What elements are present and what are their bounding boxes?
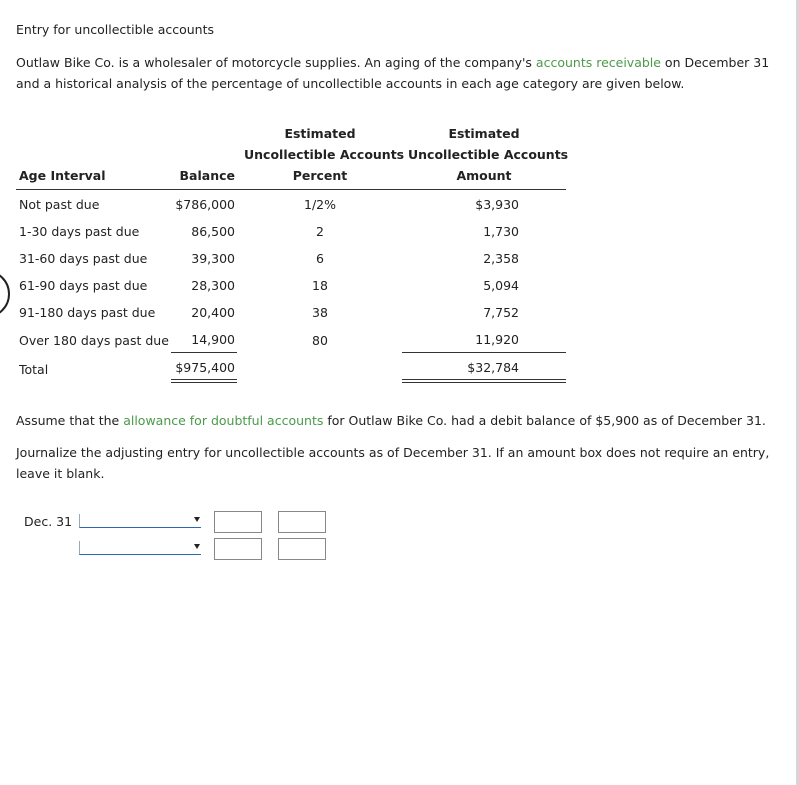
row-amount: 2,358 (483, 251, 519, 266)
amount-total-double-rule (402, 382, 566, 383)
page-edge-arc (0, 270, 10, 318)
row-percent: 6 (316, 251, 324, 266)
row-percent: 2 (316, 224, 324, 239)
intro-text-2: on December 31 and a historical analysis of the percentage of uncollectible accounts in each age category are given below. (16, 55, 770, 91)
header-balance: Balance (179, 168, 235, 183)
header-amount-line1: Estimated (448, 126, 520, 141)
accounts-receivable-link[interactable]: accounts receivable (535, 55, 661, 70)
row-balance: 20,400 (191, 305, 235, 320)
total-label: Total (19, 362, 49, 377)
row-amount: 1,730 (483, 224, 519, 239)
debit-input-row2[interactable] (214, 538, 262, 560)
header-rule (16, 189, 566, 190)
row-balance: 86,500 (191, 224, 235, 239)
row-age: 1-30 days past due (19, 224, 140, 239)
row-percent: 1/2% (304, 197, 336, 212)
row-percent: 18 (312, 278, 328, 293)
row-balance: 28,300 (191, 278, 235, 293)
row-amount: 11,920 (475, 332, 519, 347)
header-amount-line2: Uncollectible Accounts (408, 147, 569, 162)
row-age: 91-180 days past due (19, 305, 156, 320)
header-age-interval: Age Interval (19, 168, 106, 183)
balance-subtotal-rule (171, 352, 237, 353)
balance-total-double-rule (171, 379, 237, 380)
balance-total-double-rule (171, 382, 237, 383)
dropdown-arrow-icon (194, 544, 200, 549)
account-select-row2[interactable] (79, 541, 201, 555)
problem-intro (16, 52, 786, 94)
amount-subtotal-rule (402, 352, 566, 353)
row-balance: 39,300 (191, 251, 235, 266)
header-percent-line2: Uncollectible Accounts (244, 147, 405, 162)
credit-input-row1[interactable] (278, 511, 326, 533)
page-title: Entry for uncollectible accounts (16, 22, 215, 37)
total-amount: $32,784 (467, 360, 519, 375)
instruction-text: Journalize the adjusting entry for uncollectible accounts as of December 31. If an amount box does not require an entry, leave it blank. (16, 445, 770, 481)
header-amount-line3: Amount (456, 168, 512, 183)
total-balance: $975,400 (175, 360, 235, 375)
row-balance: $786,000 (175, 197, 235, 212)
row-age: 61-90 days past due (19, 278, 148, 293)
aging-table (16, 124, 576, 394)
row-amount: 7,752 (483, 305, 519, 320)
assumption-text (16, 410, 791, 431)
row-percent: 80 (312, 333, 328, 348)
row-age: Over 180 days past due (19, 333, 169, 348)
account-select-row1[interactable] (79, 514, 201, 528)
row-amount: 5,094 (483, 278, 519, 293)
row-age: 31-60 days past due (19, 251, 148, 266)
header-percent-line1: Estimated (284, 126, 356, 141)
row-balance: 14,900 (191, 332, 235, 347)
header-percent-line3: Percent (292, 168, 348, 183)
row-percent: 38 (312, 305, 328, 320)
row-age: Not past due (19, 197, 100, 212)
dropdown-arrow-icon (194, 517, 200, 522)
credit-input-row2[interactable] (278, 538, 326, 560)
assumption-text-2: for Outlaw Bike Co. had a debit balance of $5,900 as of December 31. (323, 413, 766, 428)
allowance-doubtful-accounts-link[interactable]: allowance for doubtful accounts (123, 413, 324, 428)
assumption-text-1: Assume that the (16, 413, 124, 428)
row-amount: $3,930 (475, 197, 519, 212)
amount-total-double-rule (402, 379, 566, 380)
journal-date-label: Dec. 31 (24, 514, 73, 529)
intro-text-1: Outlaw Bike Co. is a wholesaler of motorcycle supplies. An aging of the company's (16, 55, 536, 70)
debit-input-row1[interactable] (214, 511, 262, 533)
